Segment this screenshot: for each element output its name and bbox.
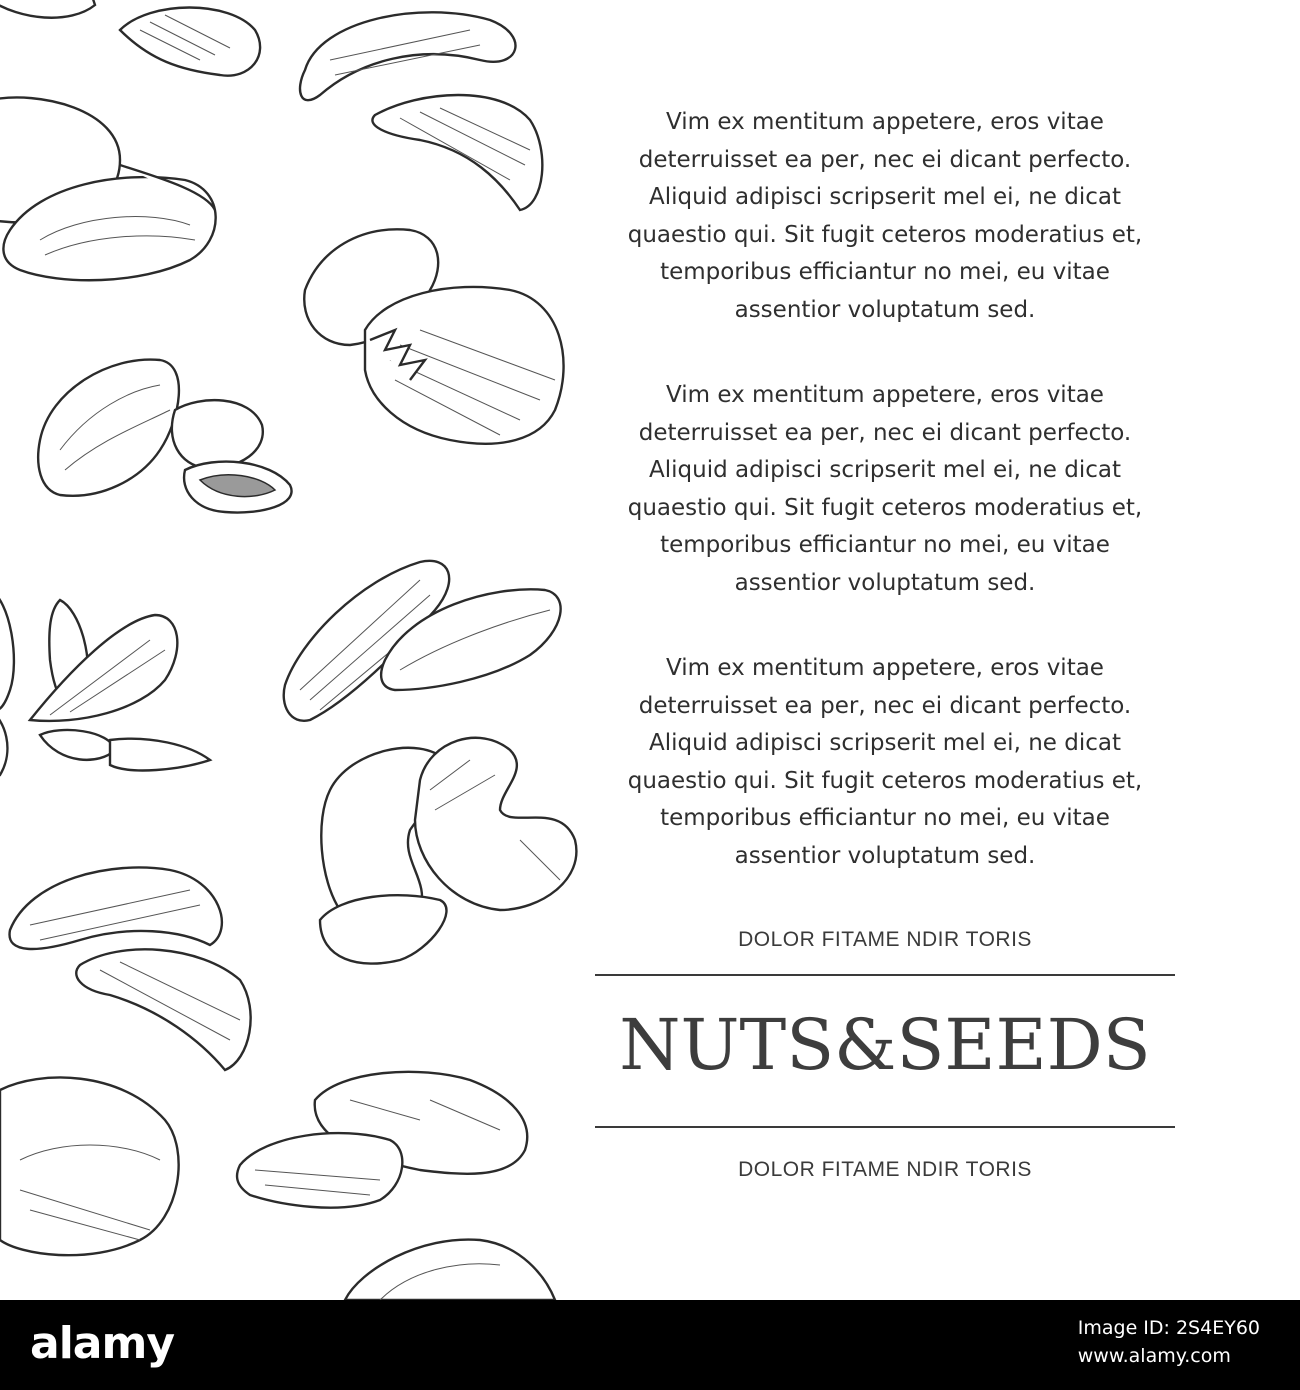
brand-title: NUTS&SEEDS [619, 1004, 1151, 1086]
paragraph-line: assentior voluptatum sed. [734, 569, 1036, 596]
paragraph-line: Vim ex mentitum appetere, eros vitae [666, 109, 1104, 135]
cashew-icon [320, 738, 576, 964]
nut-illustrations [0, 0, 600, 1300]
pistachio-icon [38, 360, 291, 513]
image-meta [1078, 1314, 1260, 1370]
divider-top [595, 974, 1175, 976]
paragraph-line: Aliquid adipisci scripserit mel ei, ne dicat [649, 184, 1121, 210]
coconut-icon [0, 1078, 179, 1256]
walnut-icon [237, 1072, 527, 1208]
paragraph-line: Vim ex mentitum appetere, eros vitae [666, 655, 1104, 681]
paragraph-line: quaestio qui. Sit fugit ceteros moderatius et, [627, 494, 1143, 521]
paragraph-line: deterruisset ea per, nec ei dicant perfecto. [638, 692, 1132, 719]
stock-footer [0, 1300, 1300, 1390]
site-url[interactable]: www.alamy.com [1077, 1345, 1231, 1367]
sunflower-seed-icon [0, 590, 210, 775]
paragraph-line: deterruisset ea per, nec ei dicant perfecto. [638, 146, 1132, 173]
pecan-icon [284, 561, 561, 721]
paragraph-line: temporibus efficiantur no mei, eu vitae [660, 805, 1110, 831]
paragraph-line: deterruisset ea per, nec ei dicant perfecto. [638, 419, 1132, 446]
pistachio-icon [345, 1240, 555, 1300]
paragraph-line: Aliquid adipisci scripserit mel ei, ne dicat [649, 730, 1121, 756]
paragraph-line: temporibus efficiantur no mei, eu vitae [660, 259, 1110, 285]
divider-bottom [595, 1126, 1175, 1128]
paragraph-line: Vim ex mentitum appetere, eros vitae [666, 382, 1104, 408]
alamy-logo[interactable]: alamy [30, 1318, 174, 1369]
paragraph-line: assentior voluptatum sed. [734, 296, 1036, 323]
hazelnut-icon [304, 229, 563, 443]
paragraph-line: quaestio qui. Sit fugit ceteros moderatius et, [627, 767, 1143, 794]
body-paragraph-1 [570, 104, 1200, 329]
brazil-nut-icon [10, 868, 251, 1071]
image-id: Image ID: 2S4EY60 [1077, 1317, 1260, 1339]
paragraph-line: Aliquid adipisci scripserit mel ei, ne dicat [649, 457, 1121, 483]
brazil-nut-icon [0, 0, 260, 76]
tagline-top: DOLOR FITAME NDIR TORIS [738, 928, 1032, 951]
paragraph-line: quaestio qui. Sit fugit ceteros moderatius et, [627, 221, 1143, 248]
brazil-nut-icon [300, 12, 542, 210]
body-paragraph-3 [570, 650, 1200, 875]
paragraph-line: assentior voluptatum sed. [734, 842, 1036, 869]
pumpkin-seed-icon [0, 98, 216, 281]
body-paragraph-2 [570, 377, 1200, 602]
tagline-bottom: DOLOR FITAME NDIR TORIS [738, 1158, 1032, 1181]
paragraph-line: temporibus efficiantur no mei, eu vitae [660, 532, 1110, 558]
